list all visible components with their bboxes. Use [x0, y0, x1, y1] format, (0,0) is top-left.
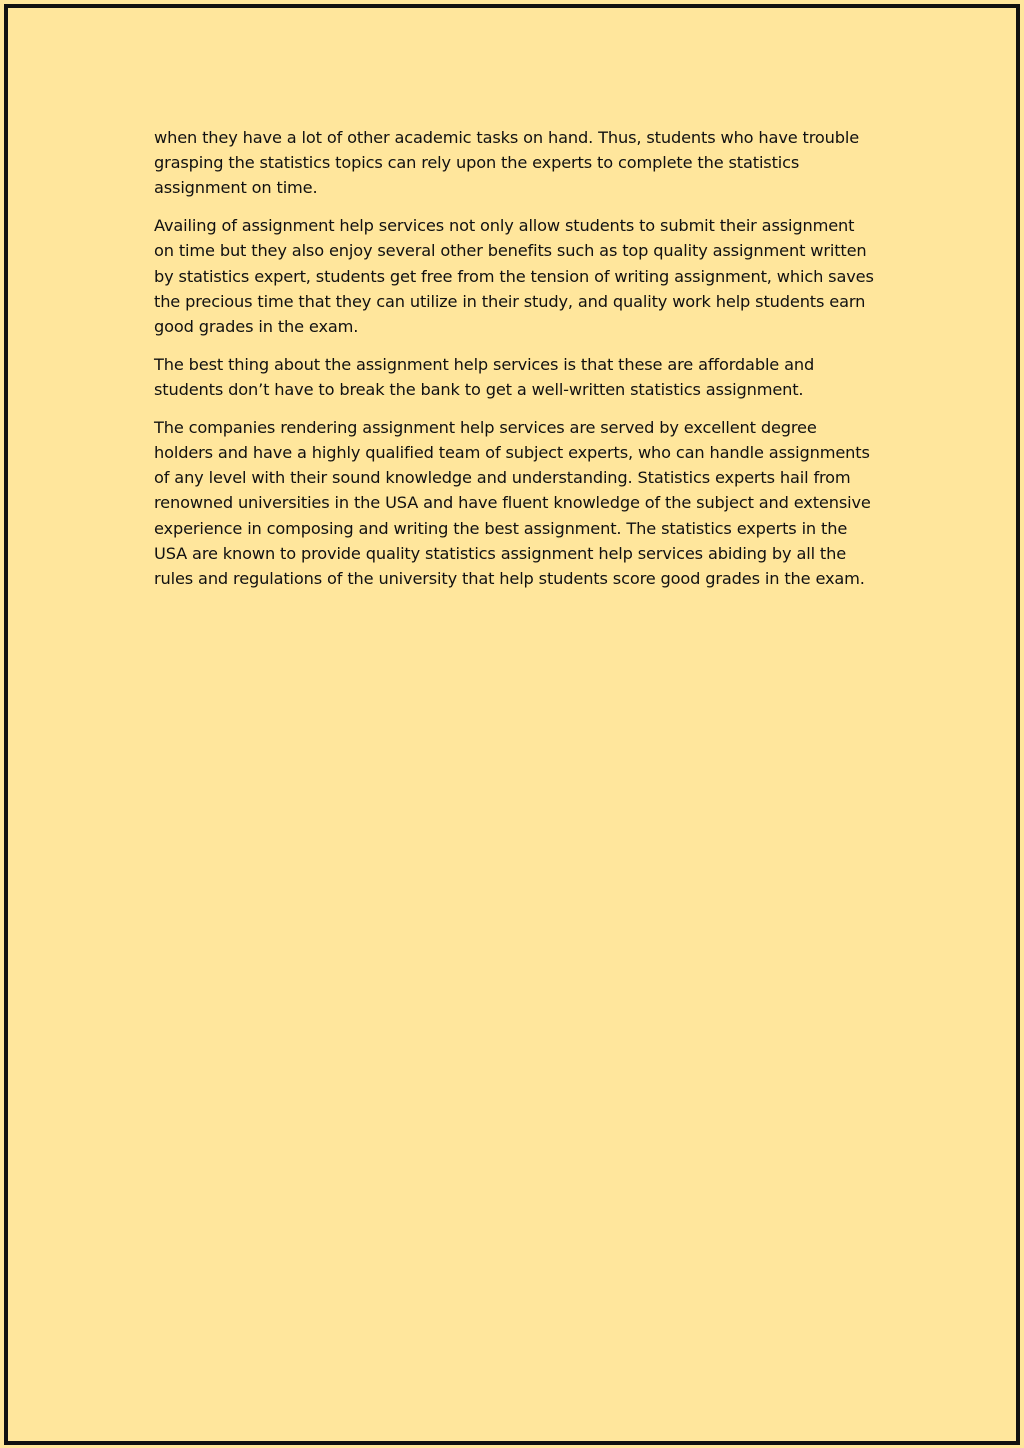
paragraph-4: The companies rendering assignment help services are served by excellent degree holders and have a highly qualified team of subject experts, who can handle assignments of any level with their sound knowledge and understanding. Statistics experts hail from renowned universities in the USA and have fluent knowledge of the subject and extensive experience in composing and writing the best assignment. The statistics experts in the USA are known to provide quality statistics assignment help services abiding by all the rules and regulations of the university that help students score good grades in the exam.	[154, 417, 871, 589]
document-body	[154, 125, 879, 604]
paragraph-1: when they have a lot of other academic tasks on hand. Thus, students who have trouble grasping the statistics topics can rely upon the experts to complete the statistics assignment on time.	[154, 128, 860, 198]
paragraph-3: The best thing about the assignment help services is that these are affordable and students don’t have to break the bank to get a well-written statistics assignment.	[154, 354, 815, 400]
paragraph-2: Availing of assignment help services not only allow students to submit their assignment on time but they also enjoy several other benefits such as top quality assignment written by statistics expert, students get free from the tension of writing assignment, which saves the precious time that they can utilize in their study, and quality work help students earn good grades in the exam.	[154, 216, 874, 337]
